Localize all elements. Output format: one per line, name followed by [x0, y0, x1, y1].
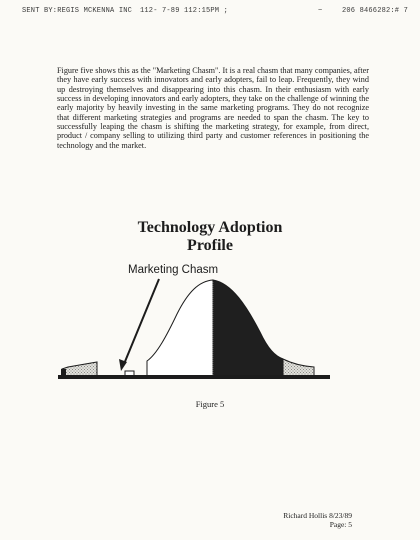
body-paragraph: Figure five shows this as the "Marketing Chasm". It is a real chasm that many companies, after they have early success with innovators and early adopters, fail to leap. Frequently, they wind up destroying themselves and disappearing into this chasm. In their enthusiasm with early success in developing innovators and early adopters, they take on the challenge of winning the early majority by heavily investing in the same marketing programs. They do not recognize that different marketing strategies and programs are needed to span the chasm. The key to successfully leaping the chasm is shifting the marketing strategy, for example, from direct, product / company selling to utilizing third party and customer references in positioning the technology and the market.	[57, 66, 369, 150]
chasm-arrow	[124, 279, 159, 364]
laggards-segment	[283, 359, 314, 376]
author-date: Richard Hollis 8/23/89	[283, 511, 352, 520]
marketing-chasm-label: Marketing Chasm	[128, 264, 219, 276]
adoption-profile-diagram	[0, 270, 420, 390]
late-majority-shaded	[213, 280, 283, 376]
signature-block	[283, 511, 352, 529]
figure-title-line-1: Technology Adoption	[137, 219, 283, 236]
innovators-dark-edge	[61, 369, 66, 376]
innovators-segment	[61, 362, 97, 376]
early-majority-curve	[147, 280, 213, 376]
adoption-baseline	[58, 375, 330, 379]
fax-sender: SENT BY:REGIS MCKENNA INC	[22, 7, 133, 15]
fax-header	[22, 7, 410, 19]
innovators-segment-fill	[62, 362, 97, 376]
fax-datetime: 112- 7-89 112:15PM ;	[140, 7, 229, 15]
fax-mark: ~	[318, 7, 323, 15]
fax-number: 206 8466282:# 7	[341, 7, 408, 15]
figure-title-line-2: Profile	[187, 237, 233, 254]
figure-title	[0, 219, 420, 255]
page-number: Page: 5	[329, 520, 352, 529]
figure-caption: Figure 5	[195, 399, 225, 409]
